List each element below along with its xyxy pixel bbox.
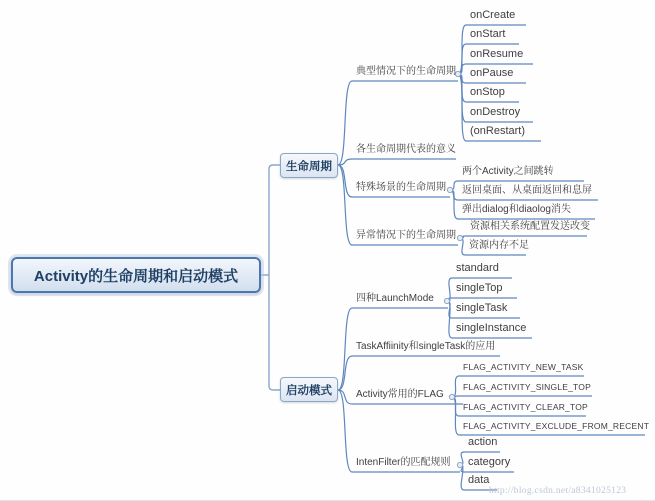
topic-back-to-home-screen-off[interactable]: 返回桌面、从桌面返回和息屏 — [462, 185, 592, 196]
collapse-toggle[interactable] — [457, 462, 462, 467]
watermark-url: http://blog.csdn.net/a8341025123 — [489, 486, 627, 496]
topic-lifecycle-meaning[interactable]: 各生命周期代表的意义 — [356, 144, 456, 155]
topic-standard[interactable]: standard — [456, 262, 499, 274]
collapse-toggle[interactable] — [449, 394, 454, 399]
topic-typical-lifecycle[interactable]: 典型情况下的生命周期 — [356, 66, 456, 77]
branch-topic-launch-mode[interactable]: 启动模式 — [280, 377, 338, 402]
root-topic[interactable]: Activity的生命周期和启动模式 — [11, 257, 261, 293]
topic-abnormal-lifecycle[interactable]: 异常情况下的生命周期 — [356, 230, 456, 241]
topic-oncreate[interactable]: onCreate — [470, 9, 516, 21]
topic-onstart[interactable]: onStart — [470, 28, 506, 40]
topic-data[interactable]: data — [468, 474, 490, 486]
topic-flag-exclude-from-recent[interactable]: FLAG_ACTIVITY_EXCLUDE_FROM_RECENT — [463, 421, 650, 431]
topic-intentfilter-rules[interactable]: IntenFilter的匹配规则 — [356, 457, 451, 468]
topic-flag-new-task[interactable]: FLAG_ACTIVITY_NEW_TASK — [463, 362, 584, 372]
topic-special-scene-lifecycle[interactable]: 特殊场景的生命周期 — [356, 182, 446, 193]
topic-onresume[interactable]: onResume — [470, 48, 524, 60]
topic-dialog-show-dismiss[interactable]: 弹出dialog和diaolog消失 — [462, 204, 571, 215]
topic-taskaffinity[interactable]: TaskAffiinity和singleTask的应用 — [356, 341, 496, 352]
collapse-toggle[interactable] — [457, 235, 462, 240]
topic-onpause[interactable]: onPause — [470, 67, 514, 79]
topic-onstop[interactable]: onStop — [470, 86, 505, 98]
topic-activity-flags[interactable]: Activity常用的FLAG — [356, 389, 444, 400]
topic-ondestroy[interactable]: onDestroy — [470, 106, 521, 118]
collapse-toggle[interactable] — [447, 187, 452, 192]
topic-flag-single-top[interactable]: FLAG_ACTIVITY_SINGLE_TOP — [463, 382, 591, 392]
topic-singletask[interactable]: singleTask — [456, 302, 508, 314]
topic-onrestart[interactable]: (onRestart) — [470, 125, 526, 137]
topic-jump-between-activities[interactable]: 两个Activity之间跳转 — [462, 166, 554, 177]
collapse-toggle[interactable] — [444, 298, 449, 303]
topic-flag-clear-top[interactable]: FLAG_ACTIVITY_CLEAR_TOP — [463, 402, 588, 412]
topic-category[interactable]: category — [468, 456, 511, 468]
topic-config-change[interactable]: 资源相关系统配置发送改变 — [470, 221, 590, 232]
topic-singleinstance[interactable]: singleInstance — [456, 322, 527, 334]
branch-topic-lifecycle[interactable]: 生命周期 — [280, 153, 338, 178]
trunk-lines — [261, 165, 280, 390]
topic-action[interactable]: action — [468, 436, 498, 448]
topic-singletop[interactable]: singleTop — [456, 282, 503, 294]
topic-low-memory[interactable]: 资源内存不足 — [469, 240, 529, 251]
collapse-toggle[interactable] — [455, 71, 460, 76]
topic-four-launchmodes[interactable]: 四种LaunchMode — [356, 293, 434, 304]
